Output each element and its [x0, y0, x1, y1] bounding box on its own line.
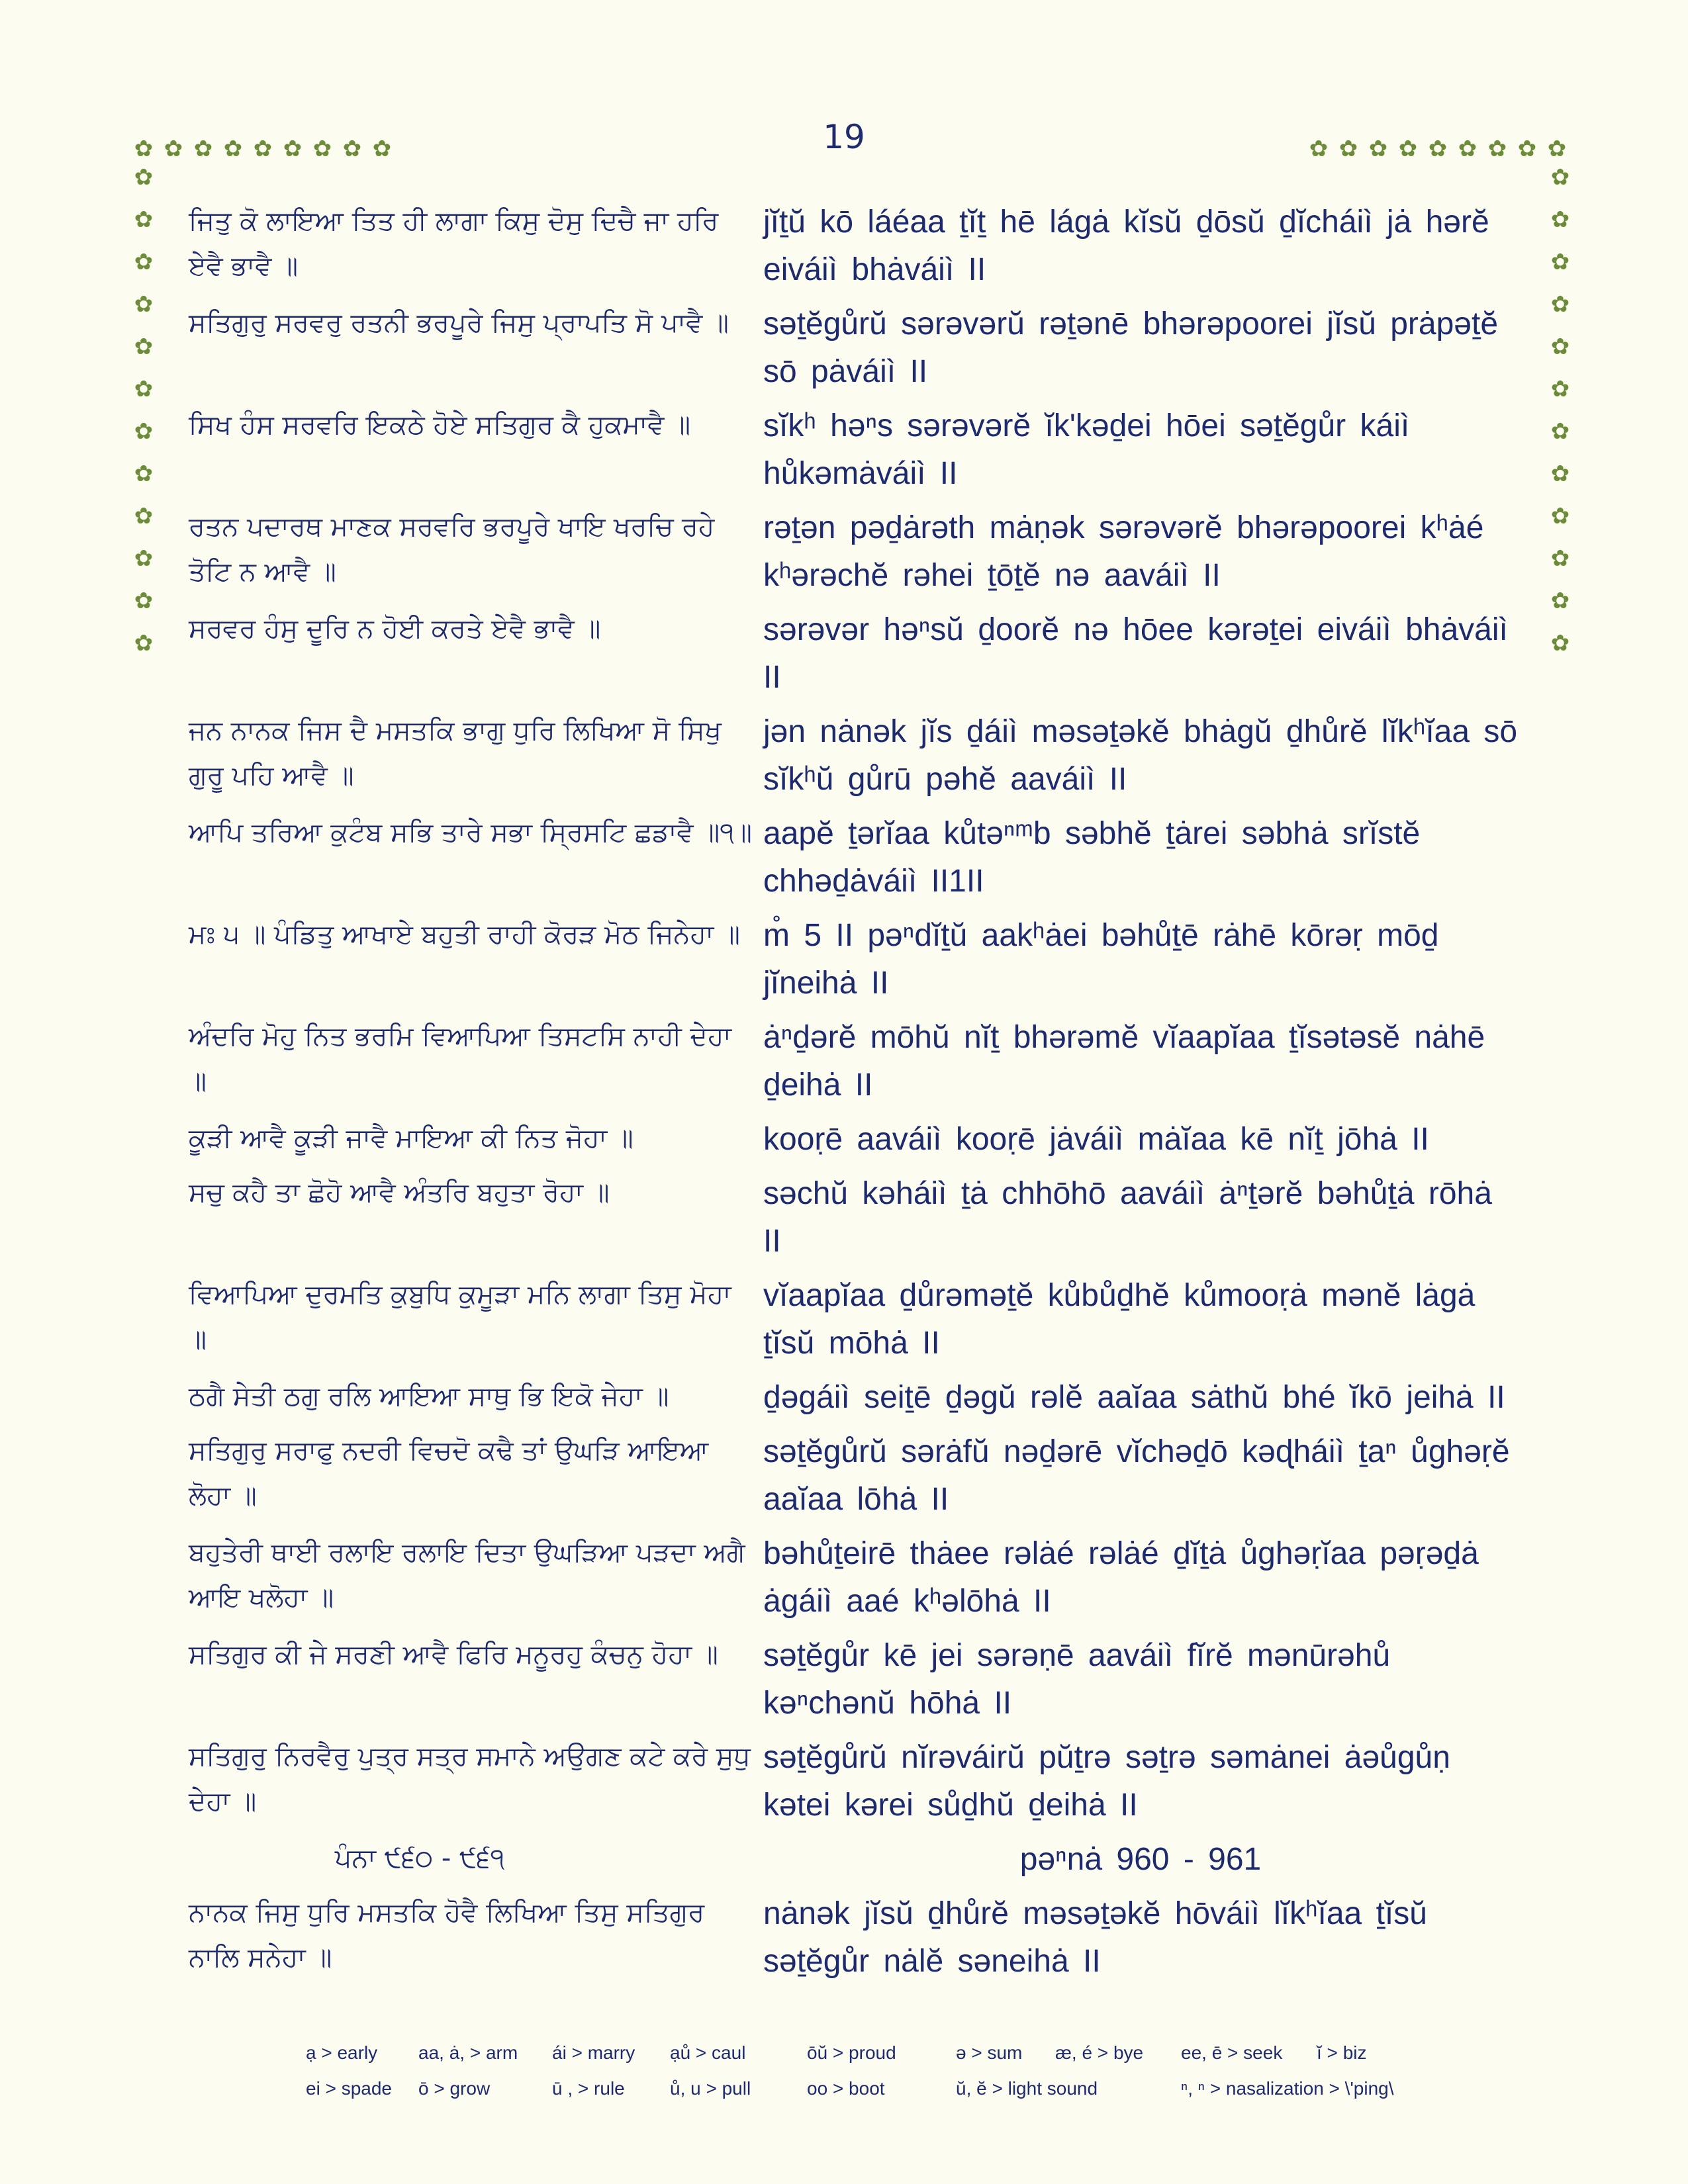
- flower-ornament-icon: ✿: [223, 136, 243, 162]
- ornament-border-left: [132, 164, 155, 657]
- page-reference-row: [189, 1836, 1519, 1884]
- gurmukhi-text: ਰਤਨ ਪਦਾਰਥ ਮਾਣਕ ਸਰਵਰਿ ਭਰਪੂਰੇ ਖਾਇ ਖਰਚਿ ਰਹੇ ਤੋਟਿ ਨ ਆਵੈ ॥: [189, 512, 715, 587]
- flower-ornament-icon: ✿: [1550, 418, 1570, 445]
- ornament-border-top-left: [132, 136, 393, 162]
- flower-ornament-icon: ✿: [134, 461, 154, 487]
- flower-ornament-icon: ✿: [1550, 461, 1570, 487]
- pronunciation-legend: [306, 2042, 1564, 2114]
- transliteration-text: ḏəgáiì seiṯē ḏəgŭ rəlĕ aaĭaa sȧthŭ bhé ĭkō jeihȧ II: [763, 1380, 1505, 1415]
- flower-ornament-icon: ✿: [164, 136, 183, 162]
- flower-ornament-icon: ✿: [1550, 334, 1570, 360]
- gurmukhi-text: ਅੰਦਰਿ ਮੋਹੁ ਨਿਤ ਭਰਮਿ ਵਿਆਪਿਆ ਤਿਸਟਸਿ ਨਾਹੀ ਦੇਹਾ ॥: [189, 1021, 731, 1097]
- legend-item: ū , > rule: [552, 2078, 625, 2099]
- flower-ornament-icon: ✿: [1550, 206, 1570, 233]
- verse-row: [189, 1530, 1519, 1625]
- page-number: 19: [823, 118, 865, 156]
- ornament-border-right: [1549, 164, 1571, 657]
- flower-ornament-icon: ✿: [1487, 136, 1507, 162]
- transliteration-text: vĭaapĭaa ḏůrəməṯĕ kůbůḏhĕ kůmooṛȧ mənĕ lȧgȧ ṯĭsŭ mōhȧ II: [763, 1278, 1476, 1361]
- transliteration-text: səṯĕgůrŭ nĭrəváirŭ pŭṯrə səṯrə səmȧnei ȧəůgůṇ kətei kərei sůḏhŭ ḏeihȧ II: [763, 1740, 1450, 1823]
- legend-item: ə > sum: [956, 2042, 1023, 2063]
- flower-ornament-icon: ✿: [1338, 136, 1358, 162]
- flower-ornament-icon: ✿: [134, 376, 154, 402]
- verse-row: [189, 1116, 1519, 1163]
- verse-row: [189, 912, 1519, 1007]
- verse-row: [189, 1734, 1519, 1829]
- verse-row: [189, 402, 1519, 498]
- legend-item: ạ > early: [306, 2042, 378, 2063]
- flower-ornament-icon: ✿: [1550, 376, 1570, 402]
- transliteration-text: rəṯən pəḏȧrəth mȧṇək sərəvərĕ bhərəpoorei kʰȧé kʰərəchĕ rəhei ṯōṯĕ nə aaváiì II: [763, 510, 1484, 593]
- flower-ornament-icon: ✿: [134, 249, 154, 275]
- page-reference-gurmukhi: ਪੰਨਾ ੯੬੦ - ੯੬੧: [334, 1843, 505, 1874]
- flower-ornament-icon: ✿: [134, 334, 154, 360]
- gurmukhi-text: ਜਨ ਨਾਨਕ ਜਿਸ ਦੈ ਮਸਤਕਿ ਭਾਗੁ ਧੁਰਿ ਲਿਖਿਆ ਸੋ ਸਿਖੁ ਗੁਰੂ ਪਹਿ ਆਵੈ ॥: [189, 715, 722, 791]
- flower-ornament-icon: ✿: [1458, 136, 1477, 162]
- legend-item: ee, ē > seek: [1181, 2042, 1283, 2063]
- legend-item: oo > boot: [807, 2078, 885, 2099]
- verse-row: [189, 1374, 1519, 1422]
- flower-ornament-icon: ✿: [134, 136, 154, 162]
- transliteration-text: nȧnək jĭsŭ ḏhůrĕ məsəṯəkĕ hōváiì lĭkʰĭaa ṯĭsŭ səṯĕgůr nȧlĕ səneihȧ II: [763, 1896, 1427, 1979]
- flower-ornament-icon: ✿: [1517, 136, 1537, 162]
- legend-item: ⁿ, ⁿ > nasalization > \'ping\: [1181, 2078, 1394, 2099]
- gurmukhi-text: ਸਰਵਰ ਹੰਸੁ ਦੂਰਿ ਨ ਹੋਈ ਕਰਤੇ ਏਵੈ ਭਾਵੈ ॥: [189, 614, 601, 644]
- flower-ornament-icon: ✿: [134, 164, 154, 191]
- verse-row: [189, 300, 1519, 396]
- flower-ornament-icon: ✿: [134, 418, 154, 445]
- flower-ornament-icon: ✿: [134, 291, 154, 318]
- flower-ornament-icon: ✿: [1368, 136, 1388, 162]
- flower-ornament-icon: ✿: [372, 136, 392, 162]
- flower-ornament-icon: ✿: [1550, 588, 1570, 614]
- gurmukhi-text: ਸਚੁ ਕਹੈ ਤਾ ਛੋਹੋ ਆਵੈ ਅੰਤਰਿ ਬਹੁਤਾ ਰੋਹਾ ॥: [189, 1177, 610, 1208]
- legend-row: [306, 2042, 1564, 2064]
- gurmukhi-text: ਜਿਤੁ ਕੋ ਲਾਇਆ ਤਿਤ ਹੀ ਲਾਗਾ ਕਿਸੁ ਦੋਸੁ ਦਿਚੈ ਜਾ ਹਰਿ ਏਵੈ ਭਾਵੈ ॥: [189, 206, 719, 281]
- flower-ornament-icon: ✿: [1547, 136, 1567, 162]
- flower-ornament-icon: ✿: [312, 136, 332, 162]
- legend-item: ů, u > pull: [670, 2078, 751, 2099]
- flower-ornament-icon: ✿: [1550, 630, 1570, 657]
- verse-row: [189, 1632, 1519, 1727]
- flower-ornament-icon: ✿: [134, 588, 154, 614]
- transliteration-text: aapĕ ṯərĭaa kůtəⁿᵐb səbhĕ ṯȧrei səbhȧ srĭstĕ chhəḏȧváiì II1II: [763, 816, 1421, 899]
- legend-item: æ, é > bye: [1055, 2042, 1144, 2063]
- verse-row: [189, 504, 1519, 600]
- gurmukhi-text: ਠਗੈ ਸੇਤੀ ਠਗੁ ਰਲਿ ਆਇਆ ਸਾਥੁ ਭਿ ਇਕੋ ਜੇਹਾ ॥: [189, 1381, 669, 1412]
- verse-row: [189, 1890, 1519, 1985]
- legend-item: ĭ > biz: [1317, 2042, 1367, 2063]
- legend-item: aa, ȧ, > arm: [418, 2042, 518, 2063]
- flower-ornament-icon: ✿: [1550, 291, 1570, 318]
- gurmukhi-text: ਸਤਿਗੁਰੁ ਸਰਵਰੁ ਰਤਨੀ ਭਰਪੂਰੇ ਜਿਸੁ ਪ੍ਰਾਪਤਿ ਸੋ ਪਾਵੈ ॥: [189, 308, 729, 338]
- legend-item: ōŭ > proud: [807, 2042, 896, 2063]
- legend-item: ei > spade: [306, 2078, 392, 2099]
- flower-ornament-icon: ✿: [1428, 136, 1448, 162]
- verse-table: [189, 199, 1519, 1992]
- legend-item: ō > grow: [418, 2078, 491, 2099]
- verse-row: [189, 810, 1519, 905]
- gurmukhi-text: ਨਾਨਕ ਜਿਸੁ ਧੁਰਿ ਮਸਤਕਿ ਹੋਵੈ ਲਿਖਿਆ ਤਿਸੁ ਸਤਿਗੁਰ ਨਾਲਿ ਸਨੇਹਾ ॥: [189, 1897, 705, 1973]
- verse-row: [189, 708, 1519, 803]
- transliteration-text: kooṛē aaváiì kooṛē jȧváiì mȧĭaa kē nĭṯ jōhȧ II: [763, 1122, 1429, 1157]
- gurmukhi-text: ਕੂੜੀ ਆਵੈ ਕੂੜੀ ਜਾਵੈ ਮਾਇਆ ਕੀ ਨਿਤ ਜੋਹਾ ॥: [189, 1123, 633, 1154]
- legend-item: ŭ, ĕ > light sound: [956, 2078, 1098, 2099]
- verse-row: [189, 1428, 1519, 1524]
- gurmukhi-text: ਸਤਿਗੁਰੁ ਨਿਰਵੈਰੁ ਪੁਤ੍ਰ ਸਤ੍ਰ ਸਮਾਨੇ ਅਉਗਣ ਕਟੇ ਕਰੇ ਸੁਧੁ ਦੇਹਾ ॥: [189, 1741, 751, 1817]
- flower-ornament-icon: ✿: [1550, 503, 1570, 529]
- ornament-border-top-right: [1307, 136, 1568, 162]
- gurmukhi-text: ਵਿਆਪਿਆ ਦੁਰਮਤਿ ਕੁਬੁਧਿ ਕੁਮੂੜਾ ਮਨਿ ਲਾਗਾ ਤਿਸੁ ਮੋਹਾ ॥: [189, 1279, 731, 1355]
- gurmukhi-text: ਮਃ ੫ ॥ ਪੰਡਿਤੁ ਆਖਾਏ ਬਹੁਤੀ ਰਾਹੀ ਕੋਰੜ ਮੋਠ ਜਿਨੇਹਾ ॥: [189, 919, 740, 950]
- gurmukhi-text: ਆਪਿ ਤਰਿਆ ਕੁਟੰਬ ਸਭਿ ਤਾਰੇ ਸਭਾ ਸ੍ਰਿਸਟਿ ਛਡਾਵੈ ॥੧॥: [189, 817, 752, 848]
- transliteration-text: səṯĕgůrŭ sərəvərŭ rəṯənē bhərəpoorei jĭsŭ prȧpəṯĕ sō pȧváiì II: [763, 306, 1499, 389]
- gurmukhi-text: ਸਿਖ ਹੰਸ ਸਰਵਰਿ ਇਕਠੇ ਹੋਏ ਸਤਿਗੁਰ ਕੈ ਹੁਕਮਾਵੈ ॥: [189, 410, 691, 440]
- transliteration-text: sərəvər həⁿsŭ ḏoorĕ nə hōee kərəṯei eiváiì bhȧváiì II: [763, 612, 1508, 695]
- flower-ornament-icon: ✿: [193, 136, 213, 162]
- flower-ornament-icon: ✿: [1309, 136, 1329, 162]
- legend-row: [306, 2078, 1564, 2099]
- page-reference-transliteration: pəⁿnȧ 960 - 961: [1019, 1842, 1262, 1877]
- flower-ornament-icon: ✿: [342, 136, 362, 162]
- verse-row: [189, 1014, 1519, 1109]
- verse-row: [189, 1272, 1519, 1367]
- gurmukhi-text: ਬਹੁਤੇਰੀ ਥਾਈ ਰਲਾਇ ਰਲਾਇ ਦਿਤਾ ਉਘੜਿਆ ਪੜਦਾ ਅਗੈ ਆਇ ਖਲੋਹਾ ॥: [189, 1537, 745, 1613]
- transliteration-text: səṯĕgůr kē jei sərəṇē aaváiì fĭrĕ mənūrəhů kəⁿchənŭ hōhȧ II: [763, 1638, 1391, 1721]
- transliteration-text: ȧⁿḏərĕ mōhŭ nĭṯ bhərəmĕ vĭaapĭaa ṯĭsətəsĕ nȧhē ḏeihȧ II: [763, 1020, 1485, 1103]
- legend-item: ái > marry: [552, 2042, 635, 2063]
- transliteration-text: jĭṯŭ kō láéaa ṯĭṯ hē lágȧ kĭsŭ ḏōsŭ ḏĭcháiì jȧ hərĕ eiváiì bhȧváiì II: [763, 205, 1489, 287]
- flower-ornament-icon: ✿: [134, 503, 154, 529]
- transliteration-text: bəhůṯeirē thȧee rəlȧé rəlȧé ḏĭṯȧ ůghəṛĭaa pəṛəḏȧ ȧgáiì aaé kʰəlōhȧ II: [763, 1536, 1479, 1619]
- legend-item: ạů > caul: [670, 2042, 746, 2063]
- flower-ornament-icon: ✿: [1550, 249, 1570, 275]
- flower-ornament-icon: ✿: [253, 136, 273, 162]
- flower-ornament-icon: ✿: [1550, 164, 1570, 191]
- verse-row: [189, 199, 1519, 294]
- flower-ornament-icon: ✿: [1550, 545, 1570, 572]
- transliteration-text: səṯĕgůrŭ sərȧfŭ nəḏərē vĭchəḏō kəɖháiì ṯaⁿ ůghəṛĕ aaĭaa lōhȧ II: [763, 1434, 1510, 1517]
- transliteration-text: jən nȧnək jĭs ḏáiì məsəṯəkĕ bhȧgŭ ḏhůrĕ lĭkʰĭaa sō sĭkʰŭ gůrū pəhĕ aaváiì II: [763, 714, 1518, 797]
- transliteration-text: səchŭ kəháiì ṯȧ chhōhō aaváiì ȧⁿṯərĕ bəhůṯȧ rōhȧ II: [763, 1176, 1492, 1259]
- flower-ornament-icon: ✿: [134, 630, 154, 657]
- flower-ornament-icon: ✿: [134, 545, 154, 572]
- flower-ornament-icon: ✿: [283, 136, 303, 162]
- flower-ornament-icon: ✿: [1398, 136, 1418, 162]
- transliteration-text: m̊ 5 II pəⁿdĭṯŭ aakʰȧei bəhůṯē rȧhē kōrəṛ mōḏ jĭneihȧ II: [763, 918, 1439, 1001]
- gurmukhi-text: ਸਤਿਗੁਰ ਕੀ ਜੇ ਸਰਣੀ ਆਵੈ ਫਿਰਿ ਮਨੂਰਹੁ ਕੰਚਨੁ ਹੋਹਾ ॥: [189, 1639, 718, 1670]
- flower-ornament-icon: ✿: [134, 206, 154, 233]
- gurmukhi-text: ਸਤਿਗੁਰੁ ਸਰਾਫੁ ਨਦਰੀ ਵਿਚਦੋ ਕਢੈ ਤਾਂ ਉਘੜਿ ਆਇਆ ਲੋਹਾ ॥: [189, 1435, 709, 1511]
- verse-row: [189, 606, 1519, 702]
- transliteration-text: sĭkʰ həⁿs sərəvərĕ ĭk'kəḏei hōei səṯĕgůr káiì hůkəmȧváiì II: [763, 408, 1410, 491]
- verse-row: [189, 1170, 1519, 1265]
